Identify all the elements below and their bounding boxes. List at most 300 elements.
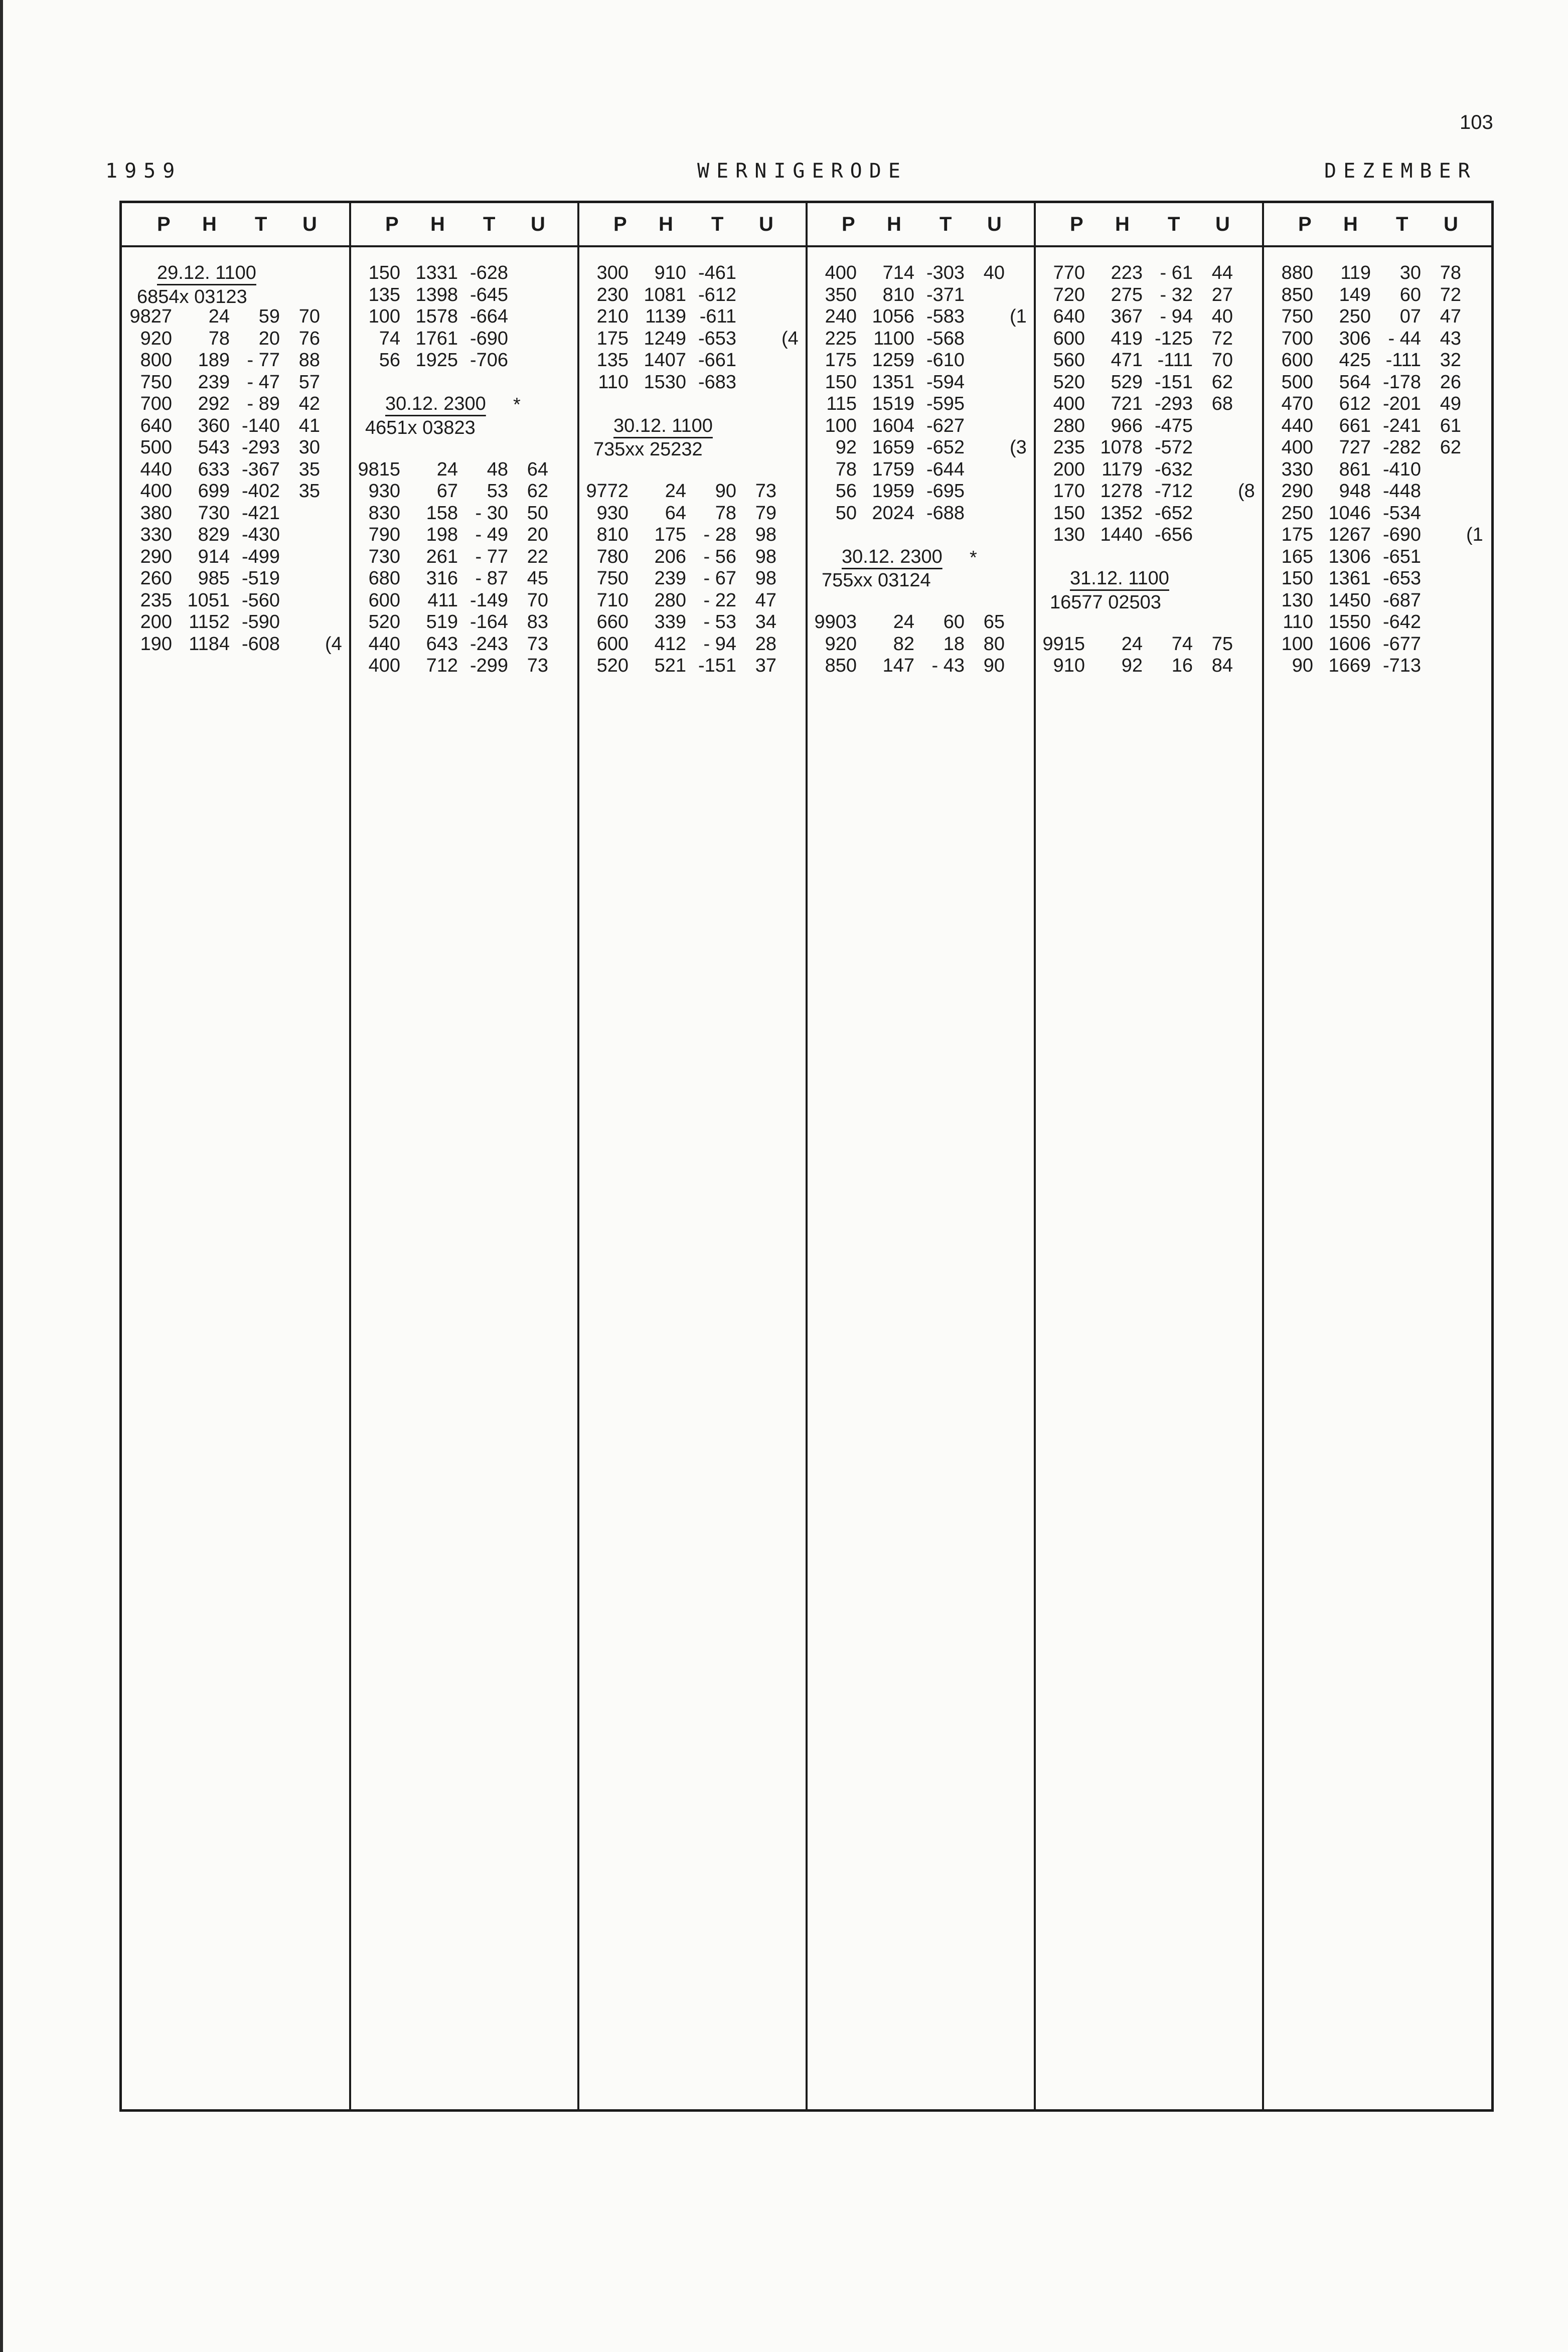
table-row <box>360 284 568 306</box>
cell-u: 22 <box>527 546 548 567</box>
cell-u: 30 <box>298 437 320 458</box>
asterisk-mark: * <box>970 547 977 568</box>
table-row <box>360 328 568 350</box>
cell-t: -677 <box>1382 633 1421 655</box>
cell-t: - 77 <box>247 350 280 371</box>
cell-h: 810 <box>882 284 914 305</box>
cell-t: -683 <box>698 371 736 393</box>
cell-t: - 61 <box>1160 262 1193 283</box>
block-date-title: 30.12. 2300 <box>385 393 486 414</box>
cell-h: 1081 <box>644 284 686 305</box>
cell-u: 65 <box>983 611 1005 633</box>
cell-p: 130 <box>1053 524 1085 545</box>
cell-t: -125 <box>1154 328 1193 349</box>
column-divider <box>349 203 351 2109</box>
block-date-title: 30.12. 2300 <box>842 546 943 567</box>
cell-p: 600 <box>596 633 629 655</box>
cell-h: 914 <box>198 546 230 567</box>
table-row <box>1273 350 1481 372</box>
table-row <box>588 590 797 612</box>
cell-h: 1267 <box>1328 524 1371 545</box>
cell-h: 147 <box>882 655 914 676</box>
cell-t: -519 <box>241 568 280 589</box>
cell-p: 380 <box>140 502 172 524</box>
table-row <box>588 284 797 306</box>
asterisk-mark: * <box>513 394 521 415</box>
table-row <box>588 611 797 634</box>
cell-p: 56 <box>835 481 857 502</box>
cell-t: - 67 <box>703 568 736 589</box>
cell-h: 82 <box>893 633 914 655</box>
cell-t: -656 <box>1154 524 1193 545</box>
cell-p: 9772 <box>586 481 629 502</box>
column-divider <box>1262 203 1264 2109</box>
cell-u: 98 <box>755 524 776 545</box>
table-row <box>588 306 797 328</box>
cell-t: 60 <box>943 611 965 633</box>
table-row <box>360 350 568 372</box>
cell-u: 98 <box>755 546 776 567</box>
cell-h: 612 <box>1339 393 1371 414</box>
cell-u: 37 <box>755 655 776 676</box>
cell-t: 20 <box>258 328 280 349</box>
column-header-t: T <box>483 213 496 235</box>
cell-h: 633 <box>198 458 230 480</box>
cell-u: 79 <box>755 502 776 524</box>
table-row <box>360 634 568 656</box>
cell-h: 1306 <box>1328 546 1371 567</box>
cell-t: -111 <box>1157 350 1193 371</box>
cell-h: 948 <box>1339 481 1371 502</box>
table-row <box>588 546 797 568</box>
cell-u: 68 <box>1211 393 1233 414</box>
cell-t: - 94 <box>1160 306 1193 327</box>
column-header-h: H <box>1343 213 1358 235</box>
cell-h: 24 <box>436 458 458 480</box>
table-row <box>588 481 797 503</box>
cell-p: 150 <box>1053 502 1085 524</box>
cell-u: 72 <box>1211 328 1233 349</box>
cell-t: -611 <box>699 306 736 327</box>
cell-u: 20 <box>527 524 548 545</box>
cell-h: 223 <box>1111 262 1143 283</box>
table-row <box>1045 350 1253 372</box>
cell-h: 1046 <box>1328 502 1371 524</box>
cell-p: 135 <box>368 284 400 305</box>
footnote-ref: (4 <box>781 328 799 349</box>
table-row <box>1273 546 1481 568</box>
table-row <box>817 306 1025 328</box>
cell-h: 1361 <box>1328 568 1371 589</box>
cell-h: 1331 <box>415 262 458 283</box>
cell-u: 80 <box>983 633 1005 655</box>
cell-h: 521 <box>654 655 686 676</box>
cell-p: 920 <box>825 633 857 655</box>
cell-p: 850 <box>1281 284 1313 305</box>
cell-t: - 77 <box>475 546 508 567</box>
cell-p: 225 <box>825 328 857 349</box>
cell-t: -293 <box>1154 393 1193 414</box>
table-row <box>132 459 340 481</box>
cell-p: 800 <box>140 350 172 371</box>
cell-t: 18 <box>943 633 965 655</box>
block-code: 735xx 25232 <box>593 439 703 460</box>
cell-t: - 89 <box>247 393 280 414</box>
cell-h: 292 <box>198 393 230 414</box>
cell-u: 44 <box>1211 262 1233 283</box>
cell-h: 661 <box>1339 415 1371 436</box>
table-row <box>1045 503 1253 525</box>
column-header-p: P <box>842 213 855 235</box>
cell-t: -448 <box>1382 481 1421 502</box>
cell-u: 35 <box>298 481 320 502</box>
cell-h: 471 <box>1111 350 1143 371</box>
cell-t: 78 <box>715 502 736 524</box>
cell-t: -713 <box>1382 655 1421 676</box>
cell-t: -568 <box>926 328 965 349</box>
cell-p: 100 <box>825 415 857 436</box>
cell-t: -644 <box>926 458 965 480</box>
cell-p: 100 <box>368 306 400 327</box>
column-header-h: H <box>1115 213 1130 235</box>
cell-p: 150 <box>825 371 857 393</box>
table-row <box>817 437 1025 459</box>
cell-t: -688 <box>926 502 965 524</box>
table-row <box>1273 524 1481 546</box>
cell-p: 440 <box>368 633 400 655</box>
cell-u: 45 <box>527 568 548 589</box>
table-row <box>588 568 797 590</box>
cell-t: - 44 <box>1388 328 1421 349</box>
cell-p: 290 <box>1281 481 1313 502</box>
cell-t: -608 <box>241 633 280 655</box>
cell-h: 64 <box>665 502 686 524</box>
cell-t: -430 <box>241 524 280 545</box>
cell-h: 425 <box>1339 350 1371 371</box>
table-row <box>1045 284 1253 306</box>
cell-h: 1959 <box>872 481 914 502</box>
cell-t: -652 <box>1154 502 1193 524</box>
cell-p: 750 <box>1281 306 1313 327</box>
cell-t: -690 <box>469 328 508 349</box>
cell-p: 470 <box>1281 393 1313 414</box>
cell-h: 1530 <box>644 371 686 393</box>
cell-p: 150 <box>1281 568 1313 589</box>
table-row <box>1045 393 1253 415</box>
cell-h: 699 <box>198 481 230 502</box>
column-header-t: T <box>1396 213 1408 235</box>
column-header-u: U <box>759 213 773 235</box>
cell-t: -627 <box>926 415 965 436</box>
cell-t: -706 <box>469 350 508 371</box>
cell-h: 1669 <box>1328 655 1371 676</box>
column-header-p: P <box>157 213 171 235</box>
cell-p: 520 <box>1053 371 1085 393</box>
cell-t: - 53 <box>703 611 736 633</box>
cell-t: 16 <box>1171 655 1193 676</box>
cell-h: 861 <box>1339 458 1371 480</box>
cell-p: 150 <box>368 262 400 283</box>
cell-h: 1606 <box>1328 633 1371 655</box>
cell-t: -687 <box>1382 589 1421 611</box>
cell-p: 210 <box>596 306 629 327</box>
cell-p: 710 <box>596 589 629 611</box>
table-row <box>1045 524 1253 546</box>
cell-u: 70 <box>1211 350 1233 371</box>
table-row <box>1045 262 1253 284</box>
cell-h: 316 <box>426 568 458 589</box>
table-row <box>360 546 568 568</box>
cell-t: -164 <box>469 611 508 633</box>
column-header-h: H <box>659 213 673 235</box>
block-date-title: 29.12. 1100 <box>157 262 256 283</box>
table-row <box>817 459 1025 481</box>
cell-p: 600 <box>368 589 400 611</box>
table-row <box>817 481 1025 503</box>
table-row <box>1273 284 1481 306</box>
column-header-u: U <box>302 213 317 235</box>
month-label: DEZEMBER <box>1324 160 1477 183</box>
cell-h: 1152 <box>189 611 230 633</box>
cell-p: 250 <box>1281 502 1313 524</box>
cell-p: 700 <box>140 393 172 414</box>
cell-p: 50 <box>835 502 857 524</box>
cell-t: -594 <box>926 371 965 393</box>
cell-u: 84 <box>1211 655 1233 676</box>
cell-h: 275 <box>1111 284 1143 305</box>
cell-h: 367 <box>1111 306 1143 327</box>
cell-u: 75 <box>1211 633 1233 655</box>
cell-h: 1352 <box>1100 502 1143 524</box>
table-row <box>132 415 340 437</box>
cell-p: 640 <box>140 415 172 436</box>
table-row <box>1045 372 1253 394</box>
cell-u: 41 <box>298 415 320 436</box>
cell-t: - 49 <box>475 524 508 545</box>
cell-h: 189 <box>198 350 230 371</box>
cell-h: 239 <box>198 371 230 393</box>
cell-t: 90 <box>715 481 736 502</box>
cell-t: 59 <box>258 306 280 327</box>
table-row <box>1273 481 1481 503</box>
cell-p: 770 <box>1053 262 1085 283</box>
table-row <box>817 655 1025 677</box>
table-row <box>132 590 340 612</box>
cell-t: -645 <box>469 284 508 305</box>
cell-p: 400 <box>825 262 857 283</box>
cell-p: 175 <box>596 328 629 349</box>
cell-t: - 22 <box>703 589 736 611</box>
cell-p: 640 <box>1053 306 1085 327</box>
cell-t: 53 <box>487 481 508 502</box>
table-row <box>817 328 1025 350</box>
cell-t: 30 <box>1399 262 1421 283</box>
table-row <box>132 372 340 394</box>
cell-h: 721 <box>1111 393 1143 414</box>
cell-h: 280 <box>654 589 686 611</box>
column-header-u: U <box>1444 213 1458 235</box>
cell-t: -293 <box>241 437 280 458</box>
table-row <box>588 328 797 350</box>
cell-p: 810 <box>596 524 629 545</box>
table-row <box>1273 611 1481 634</box>
cell-u: 47 <box>755 589 776 611</box>
cell-h: 1604 <box>872 415 914 436</box>
table-row <box>1273 634 1481 656</box>
table-row <box>1273 437 1481 459</box>
table-row <box>817 262 1025 284</box>
column-header-t: T <box>1168 213 1180 235</box>
table-row <box>360 655 568 677</box>
cell-p: 700 <box>1281 328 1313 349</box>
cell-h: 712 <box>426 655 458 676</box>
cell-h: 1450 <box>1328 589 1371 611</box>
column-divider <box>1034 203 1036 2109</box>
cell-h: 1179 <box>1102 458 1143 480</box>
cell-p: 170 <box>1053 481 1085 502</box>
cell-u: 47 <box>1440 306 1461 327</box>
column-header-p: P <box>613 213 627 235</box>
cell-p: 500 <box>140 437 172 458</box>
cell-t: -201 <box>1382 393 1421 414</box>
table-row <box>1273 262 1481 284</box>
cell-p: 240 <box>825 306 857 327</box>
cell-p: 750 <box>140 371 172 393</box>
cell-p: 9827 <box>129 306 172 327</box>
cell-t: -628 <box>469 262 508 283</box>
cell-h: 985 <box>198 568 230 589</box>
cell-t: -712 <box>1154 481 1193 502</box>
cell-p: 56 <box>379 350 400 371</box>
block-date-title: 31.12. 1100 <box>1070 568 1169 589</box>
column-header-h: H <box>202 213 217 235</box>
cell-h: 1351 <box>872 371 914 393</box>
column-header-u: U <box>531 213 545 235</box>
table-row <box>588 634 797 656</box>
cell-p: 880 <box>1281 262 1313 283</box>
cell-p: 440 <box>140 458 172 480</box>
sounding-table <box>119 201 1494 2112</box>
table-row <box>1273 328 1481 350</box>
cell-h: 24 <box>893 611 914 633</box>
cell-h: 714 <box>882 262 914 283</box>
cell-h: 198 <box>426 524 458 545</box>
cell-p: 92 <box>835 437 857 458</box>
cell-h: 910 <box>654 262 686 283</box>
cell-u: 64 <box>527 458 548 480</box>
table-row <box>1273 568 1481 590</box>
cell-p: 400 <box>140 481 172 502</box>
cell-t: -595 <box>926 393 965 414</box>
block-code: 6854x 03123 <box>137 286 247 307</box>
cell-p: 90 <box>1292 655 1313 676</box>
cell-h: 306 <box>1339 328 1371 349</box>
cell-h: 1051 <box>187 589 230 611</box>
block-code: 16577 02503 <box>1050 591 1161 613</box>
cell-t: - 28 <box>703 524 736 545</box>
cell-t: -371 <box>926 284 965 305</box>
cell-h: 1184 <box>189 633 230 655</box>
cell-p: 9915 <box>1042 633 1085 655</box>
cell-h: 67 <box>436 481 458 502</box>
cell-h: 411 <box>427 589 458 611</box>
cell-p: 300 <box>596 262 629 283</box>
cell-u: 98 <box>755 568 776 589</box>
cell-h: 1759 <box>872 458 914 480</box>
cell-t: -583 <box>926 306 965 327</box>
cell-p: 930 <box>596 502 629 524</box>
cell-h: 529 <box>1111 371 1143 393</box>
cell-p: 235 <box>1053 437 1085 458</box>
column-header-h: H <box>430 213 445 235</box>
table-row <box>1273 590 1481 612</box>
cell-p: 200 <box>1053 458 1085 480</box>
cell-t: -243 <box>469 633 508 655</box>
cell-h: 564 <box>1339 371 1371 393</box>
cell-p: 74 <box>379 328 400 349</box>
cell-t: -282 <box>1382 437 1421 458</box>
cell-t: -653 <box>698 328 736 349</box>
cell-p: 400 <box>368 655 400 676</box>
table-row <box>1045 328 1253 350</box>
cell-t: -299 <box>469 655 508 676</box>
cell-u: 78 <box>1440 262 1461 283</box>
cell-t: -664 <box>469 306 508 327</box>
cell-h: 119 <box>1340 262 1371 283</box>
table-row <box>817 350 1025 372</box>
cell-t: -661 <box>698 350 736 371</box>
cell-p: 910 <box>1053 655 1085 676</box>
cell-h: 1925 <box>415 350 458 371</box>
footnote-ref: (3 <box>1010 437 1027 458</box>
table-row <box>1273 415 1481 437</box>
cell-p: 175 <box>1281 524 1313 545</box>
table-row <box>817 634 1025 656</box>
cell-t: -651 <box>1382 546 1421 567</box>
cell-u: 40 <box>983 262 1005 283</box>
column-header-t: T <box>711 213 724 235</box>
year-label: 1959 <box>105 160 182 183</box>
table-row <box>360 262 568 284</box>
cell-u: 43 <box>1440 328 1461 349</box>
cell-p: 9903 <box>814 611 857 633</box>
cell-u: 50 <box>527 502 548 524</box>
cell-p: 600 <box>1053 328 1085 349</box>
cell-t: -149 <box>469 589 508 611</box>
cell-u: 73 <box>527 633 548 655</box>
cell-p: 500 <box>1281 371 1313 393</box>
cell-t: -367 <box>241 458 280 480</box>
cell-h: 206 <box>654 546 686 567</box>
cell-u: 32 <box>1440 350 1461 371</box>
table-row <box>1273 372 1481 394</box>
cell-t: -151 <box>1154 371 1193 393</box>
table-row <box>360 611 568 634</box>
column-header-h: H <box>887 213 901 235</box>
table-row <box>588 372 797 394</box>
cell-p: 165 <box>1281 546 1313 567</box>
cell-u: 88 <box>298 350 320 371</box>
cell-h: 1761 <box>415 328 458 349</box>
column-header-u: U <box>1215 213 1230 235</box>
table-row <box>360 306 568 328</box>
table-row <box>817 284 1025 306</box>
column-header-t: T <box>939 213 952 235</box>
cell-p: 330 <box>140 524 172 545</box>
table-row <box>1045 481 1253 503</box>
cell-t: - 47 <box>247 371 280 393</box>
cell-h: 1259 <box>872 350 914 371</box>
